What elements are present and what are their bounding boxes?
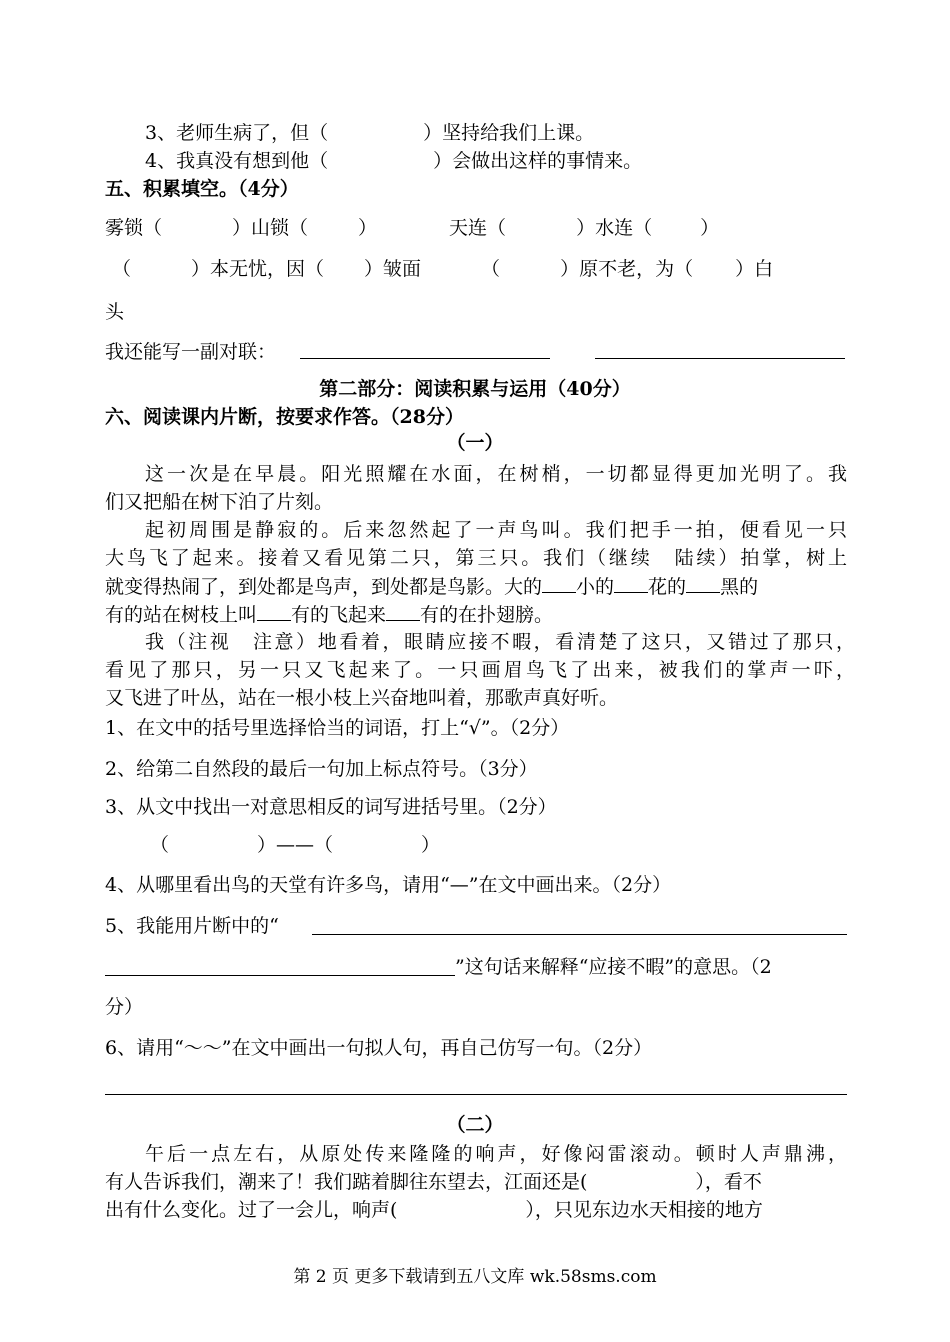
punctuation-blank[interactable] <box>386 602 420 621</box>
fill-row-2: （ ）本无忧，因（ ）皱面 （ ）原不老，为（ ）白 <box>112 258 774 280</box>
punctuation-blank[interactable] <box>614 574 648 593</box>
subsection-title-2: （二） <box>446 1114 504 1136</box>
fill-row-2-wrap: 头 <box>105 301 125 323</box>
answer-line[interactable] <box>105 1094 847 1095</box>
passage-line-with-blanks: 就变得热闹了，到处都是鸟声，到处都是鸟影。大的 小的 花的 黑的 <box>105 576 759 598</box>
punctuation-blank[interactable] <box>257 602 291 621</box>
couplet-line-1[interactable] <box>300 358 550 359</box>
passage-line-with-blanks: 有的站在树枝上叫 有的飞起来 有的在扑翅膀。 <box>105 604 554 626</box>
part-title: 第二部分：阅读积累与运用（40分） <box>319 378 631 400</box>
passage-line-with-blank: 有人告诉我们，潮来了！我们踮着脚往东望去，江面还是( ），看不 <box>105 1171 762 1193</box>
punctuation-blank[interactable] <box>542 574 576 593</box>
passage-line: 们又把船在树下泊了片刻。 <box>105 491 334 513</box>
question-3-answer: （ ）——（ ） <box>150 834 441 856</box>
question-6: 6、请用“～～”在文中画出一句拟人句，再自己仿写一句。（2分） <box>105 1037 653 1059</box>
passage-line: 这一次是在早晨。阳光照耀在水面，在树梢，一切都显得更加光明了。我 <box>145 463 847 485</box>
question-3: 3、从文中找出一对意思相反的词写进括号里。（2分） <box>105 796 557 818</box>
fill-row-1: 雾锁（ ）山锁（ ） 天连（ ）水连（ ） <box>105 217 720 239</box>
question-5-wrap: 分） <box>105 996 144 1018</box>
question-2: 2、给第二自然段的最后一句加上标点符号。（3分） <box>105 758 538 780</box>
question-1: 1、在文中的括号里选择恰当的词语，打上“√”。（2分） <box>105 717 570 739</box>
passage-line-with-blank: 出有什么变化。过了一会儿，响声( ），只见东边水天相接的地方 <box>105 1199 763 1221</box>
question-4: 4、从哪里看出鸟的天堂有许多鸟，请用“—”在文中画出来。（2分） <box>105 874 672 896</box>
passage-line: 起初周围是静寂的。后来忽然起了一声鸟叫。我们把手一拍，便看见一只 <box>145 519 847 541</box>
question-item-3: 3、老师生病了，但（ ）坚持给我们上课。 <box>145 122 595 144</box>
question-5-cont: ”这句话来解释“应接不暇”的意思。（2 <box>455 956 772 978</box>
passage-line: 看见了那只，另一只又飞起来了。一只画眉鸟飞了出来，被我们的掌声一吓， <box>105 659 855 681</box>
answer-line[interactable] <box>312 934 847 935</box>
passage-line: 我（注视 注意）地看着，眼睛应接不暇，看清楚了这只，又错过了那只， <box>145 631 855 653</box>
question-item-4: 4、我真没有想到他（ ）会做出这样的事情来。 <box>145 150 643 172</box>
section-heading-5: 五、积累填空。（4分） <box>105 178 299 200</box>
punctuation-blank[interactable] <box>686 574 720 593</box>
couplet-label: 我还能写一副对联： <box>105 341 277 363</box>
passage-line: 又飞进了叶丛，站在一根小枝上兴奋地叫着，那歌声真好听。 <box>105 687 619 709</box>
page-footer: 第 2 页 更多下载请到五八文库 wk.58sms.com <box>293 1267 657 1287</box>
subsection-title-1: （一） <box>446 432 504 454</box>
passage-line: 大鸟飞了起来。接着又看见第二只，第三只。我们（继续 陆续）拍掌，树上 <box>105 547 847 569</box>
couplet-line-2[interactable] <box>595 358 845 359</box>
passage-line: 午后一点左右，从原处传来隆隆的响声，好像闷雷滚动。顿时人声鼎沸， <box>145 1143 847 1165</box>
question-5: 5、我能用片断中的“ <box>105 915 279 937</box>
section-heading-6: 六、阅读课内片断，按要求作答。（28分） <box>105 406 464 428</box>
answer-line[interactable] <box>105 975 455 976</box>
